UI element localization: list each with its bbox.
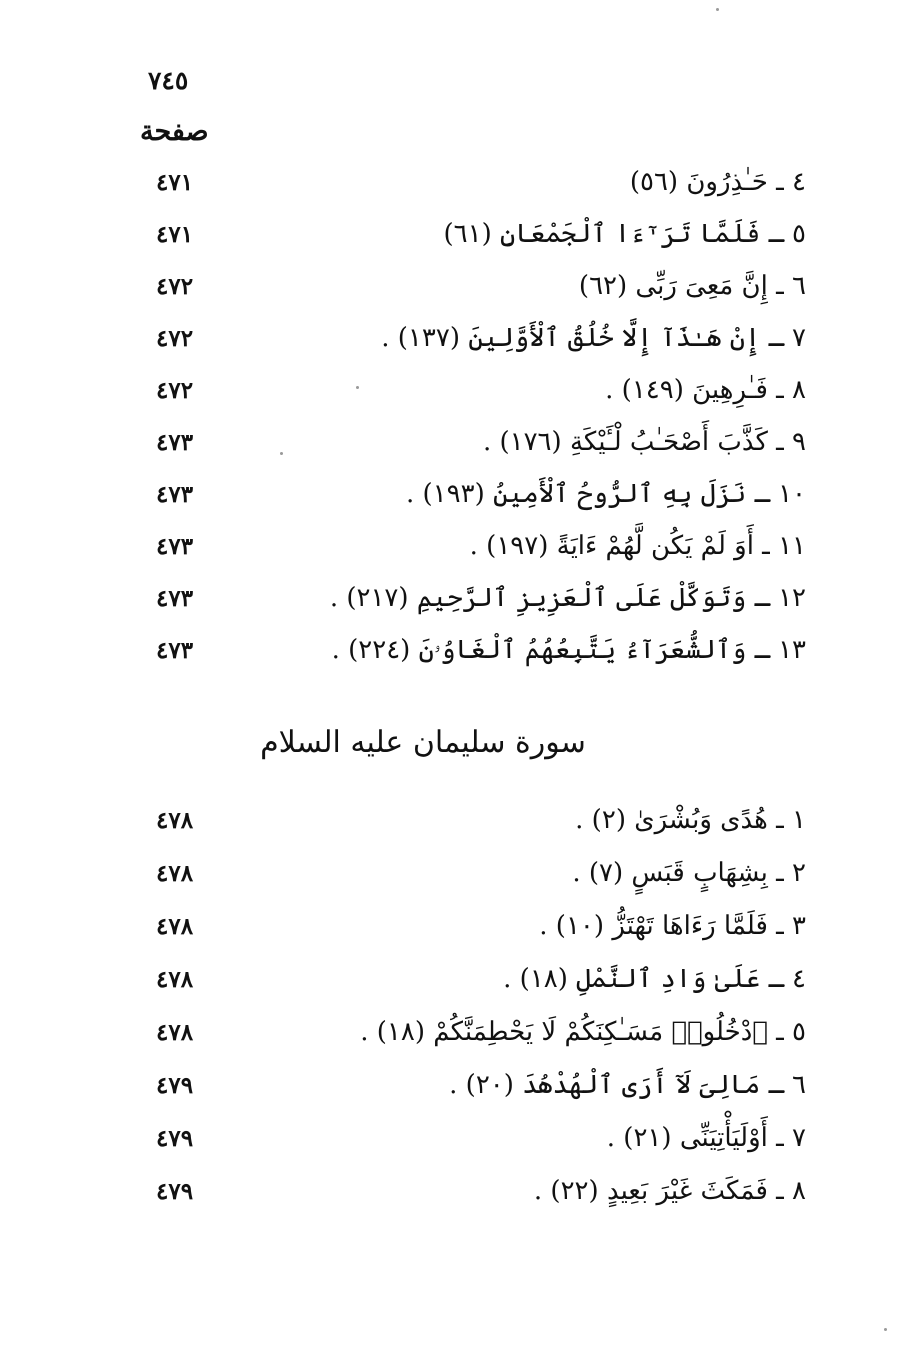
list-item xyxy=(0,1008,916,1061)
entry-text: ٧ ـ أَوْلَيَأْتِيَنِّى (٢١) . xyxy=(606,1123,806,1153)
list-item xyxy=(0,210,916,262)
entry-text: ٨ ـ فَـٰرِهِينَ (١٤٩) . xyxy=(605,375,806,405)
list-item xyxy=(0,314,916,366)
entry-page-ref: ٤٧٣ xyxy=(156,533,194,560)
entry-page-ref: ٤٧٩ xyxy=(156,1072,194,1099)
entry-page-ref: ٤٧١ xyxy=(156,221,194,248)
entry-page-ref: ٤٧٨ xyxy=(156,860,194,887)
entry-page-ref: ٤٧٢ xyxy=(156,325,194,352)
list-item xyxy=(0,158,916,210)
entry-text: ٩ ـ كَذَّبَ أَصْحَـٰبُ لْـَٔيْكَةِ (١٧٦) . xyxy=(482,427,806,457)
list-item xyxy=(0,1167,916,1220)
list-item xyxy=(0,1061,916,1114)
list-item xyxy=(0,902,916,955)
list-item xyxy=(0,470,916,522)
entry-page-ref: ٤٧٣ xyxy=(156,637,194,664)
list-item xyxy=(0,796,916,849)
entry-page-ref: ٤٧٣ xyxy=(156,429,194,456)
entry-page-ref: ٤٧٨ xyxy=(156,913,194,940)
list-item xyxy=(0,1114,916,1167)
list-item xyxy=(0,418,916,470)
scan-speck xyxy=(280,452,283,455)
entry-text: ٨ ـ فَمَكَثَ غَيْرَ بَعِيدٍ (٢٢) . xyxy=(533,1176,806,1206)
scan-speck xyxy=(356,386,359,389)
page-column-label: صفحة xyxy=(140,116,209,147)
entry-page-ref: ٤٧١ xyxy=(156,169,194,196)
entry-text: ١٢ ـ وَتَوَكَّلْ عَلَى ٱلْعَزِيزِ ٱلرَّحِيمِ (٢١٧) . xyxy=(329,583,806,613)
entry-text: ١ ـ هُدًى وَبُشْرَىٰ (٢) . xyxy=(575,805,806,835)
entry-page-ref: ٤٧٨ xyxy=(156,966,194,993)
entry-text: ١٠ ـ نَزَلَ بِهِ ٱلرُّوحُ ٱلْأَمِينُ (١٩٣) . xyxy=(405,479,806,509)
entry-page-ref: ٤٧٩ xyxy=(156,1178,194,1205)
entry-page-ref: ٤٧٨ xyxy=(156,1019,194,1046)
entry-text: ٤ ـ حَـٰذِرُونَ (٥٦) xyxy=(629,167,806,197)
entry-text: ٥ ـ فَلَمَّا تَرَ ٰٓءَا ٱلْجَمْعَانِ (٦١) xyxy=(443,219,806,249)
entry-text: ٥ ـ ٱدْخُلُوا۟ مَسَـٰكِنَكُمْ لَا يَحْطِمَنَّكُمْ (١٨) . xyxy=(360,1017,806,1047)
entry-text: ٣ ـ فَلَمَّا رَءَاهَا تَهْتَزُّ (١٠) . xyxy=(539,911,806,941)
page-number: ٧٤٥ xyxy=(148,66,189,95)
entry-text: ٤ ـ عَلَىٰ وَادِ ٱلنَّمْلِ (١٨) . xyxy=(503,964,806,994)
entry-page-ref: ٤٧٢ xyxy=(156,273,194,300)
entry-text: ٦ ـ مَالِىَ لَآ أَرَى ٱلْهُدْهُدَ (٢٠) . xyxy=(449,1070,806,1100)
list-item xyxy=(0,955,916,1008)
list-item xyxy=(0,849,916,902)
list-item xyxy=(0,366,916,418)
scan-speck xyxy=(716,8,719,11)
entry-page-ref: ٤٧٣ xyxy=(156,481,194,508)
index-list-section1 xyxy=(0,158,916,678)
entry-text: ٧ ـ إِنْ هَـٰذَآ إِلَّا خُلُقُ ٱلْأَوَّلِينَ (١٣٧) . xyxy=(381,323,806,353)
scan-speck xyxy=(884,1328,887,1331)
entry-page-ref: ٤٧٢ xyxy=(156,377,194,404)
entry-page-ref: ٤٧٩ xyxy=(156,1125,194,1152)
entry-text: ٢ ـ بِشِهَابٍ قَبَسٍ (٧) . xyxy=(572,858,806,888)
list-item xyxy=(0,262,916,314)
index-list-section2 xyxy=(0,796,916,1220)
entry-text: ١١ ـ أَوَ لَمْ يَكُن لَّهُمْ ءَايَةً (١٩٧) . xyxy=(469,531,806,561)
list-item xyxy=(0,522,916,574)
section-heading: سورة سليمان عليه السلام xyxy=(260,725,586,760)
entry-page-ref: ٤٧٣ xyxy=(156,585,194,612)
entry-page-ref: ٤٧٨ xyxy=(156,807,194,834)
list-item xyxy=(0,626,916,678)
list-item xyxy=(0,574,916,626)
entry-text: ٦ ـ إِنَّ مَعِىَ رَبِّى (٦٢) xyxy=(578,271,806,301)
entry-text: ١٣ ـ وَٱلشُّعَرَآءُ يَتَّبِعُهُمُ ٱلْغَاوُۥنَ (٢٢٤) . xyxy=(331,635,806,665)
